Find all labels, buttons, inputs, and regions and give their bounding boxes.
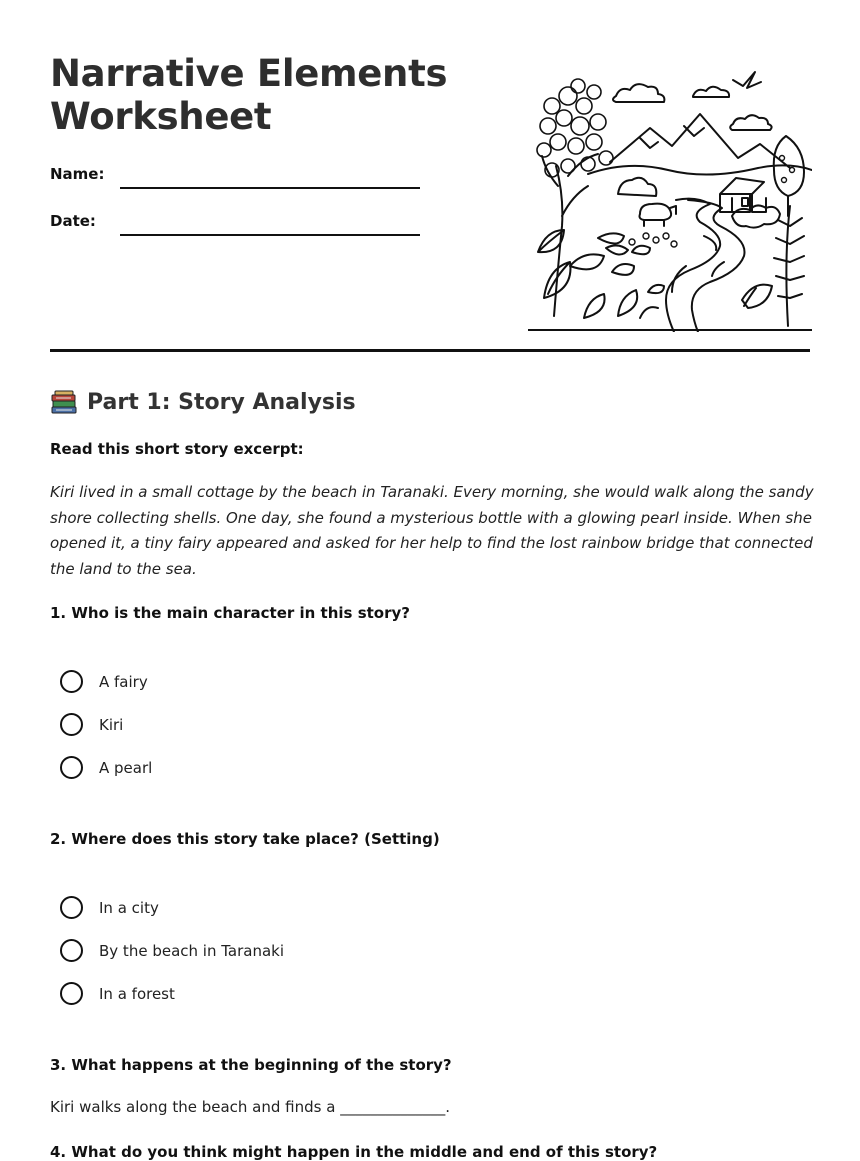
story-excerpt: Kiri lived in a small cottage by the beach in Taranaki. Every morning, she would walk along the sandy shore collecting shells. One day, she found a mysterious bottle with a glowing pearl inside. When she opened it, a tiny fairy appeared and asked for her help to find the lost rainbow bridge that connected the land to the sea. (50, 483, 814, 579)
page-title (50, 52, 447, 138)
option-label: A fairy (99, 672, 148, 691)
question-3: 3. What happens at the beginning of the story? (50, 1056, 452, 1074)
section-divider (50, 349, 810, 352)
question-2: 2. Where does this story take place? (Setting) (50, 830, 440, 848)
q1-option-c[interactable] (60, 756, 152, 779)
radio-button[interactable] (60, 982, 83, 1005)
section-title-text: Part 1: Story Analysis (87, 389, 356, 415)
date-label: Date: (50, 212, 96, 230)
radio-button[interactable] (60, 896, 83, 919)
option-label: A pearl (99, 758, 153, 777)
q2-option-b[interactable] (60, 939, 284, 962)
q2-option-c[interactable] (60, 982, 175, 1005)
radio-button[interactable] (60, 756, 83, 779)
q2-option-a[interactable] (60, 896, 159, 919)
title-line-2: Worksheet (50, 95, 272, 138)
option-label: In a forest (99, 984, 175, 1003)
fill-in-blank[interactable]: Kiri walks along the beach and finds a ______________. (50, 1098, 450, 1116)
radio-button[interactable] (60, 713, 83, 736)
radio-button[interactable] (60, 670, 83, 693)
q1-option-a[interactable] (60, 670, 148, 693)
question-1: 1. Who is the main character in this story? (50, 604, 410, 622)
option-label: By the beach in Taranaki (99, 941, 285, 960)
question-4: 4. What do you think might happen in the middle and end of this story? (50, 1143, 658, 1161)
section-heading-part-1 (50, 388, 356, 416)
q1-option-b[interactable] (60, 713, 123, 736)
date-field[interactable] (120, 234, 420, 236)
option-label: In a city (99, 898, 159, 917)
name-field[interactable] (120, 187, 420, 189)
radio-button[interactable] (60, 939, 83, 962)
option-label: Kiri (99, 715, 124, 734)
books-icon (50, 388, 78, 416)
landscape-illustration-icon (528, 66, 812, 332)
name-label: Name: (50, 165, 105, 183)
instruction-text: Read this short story excerpt: (50, 440, 304, 458)
title-line-1: Narrative Elements (50, 52, 448, 95)
